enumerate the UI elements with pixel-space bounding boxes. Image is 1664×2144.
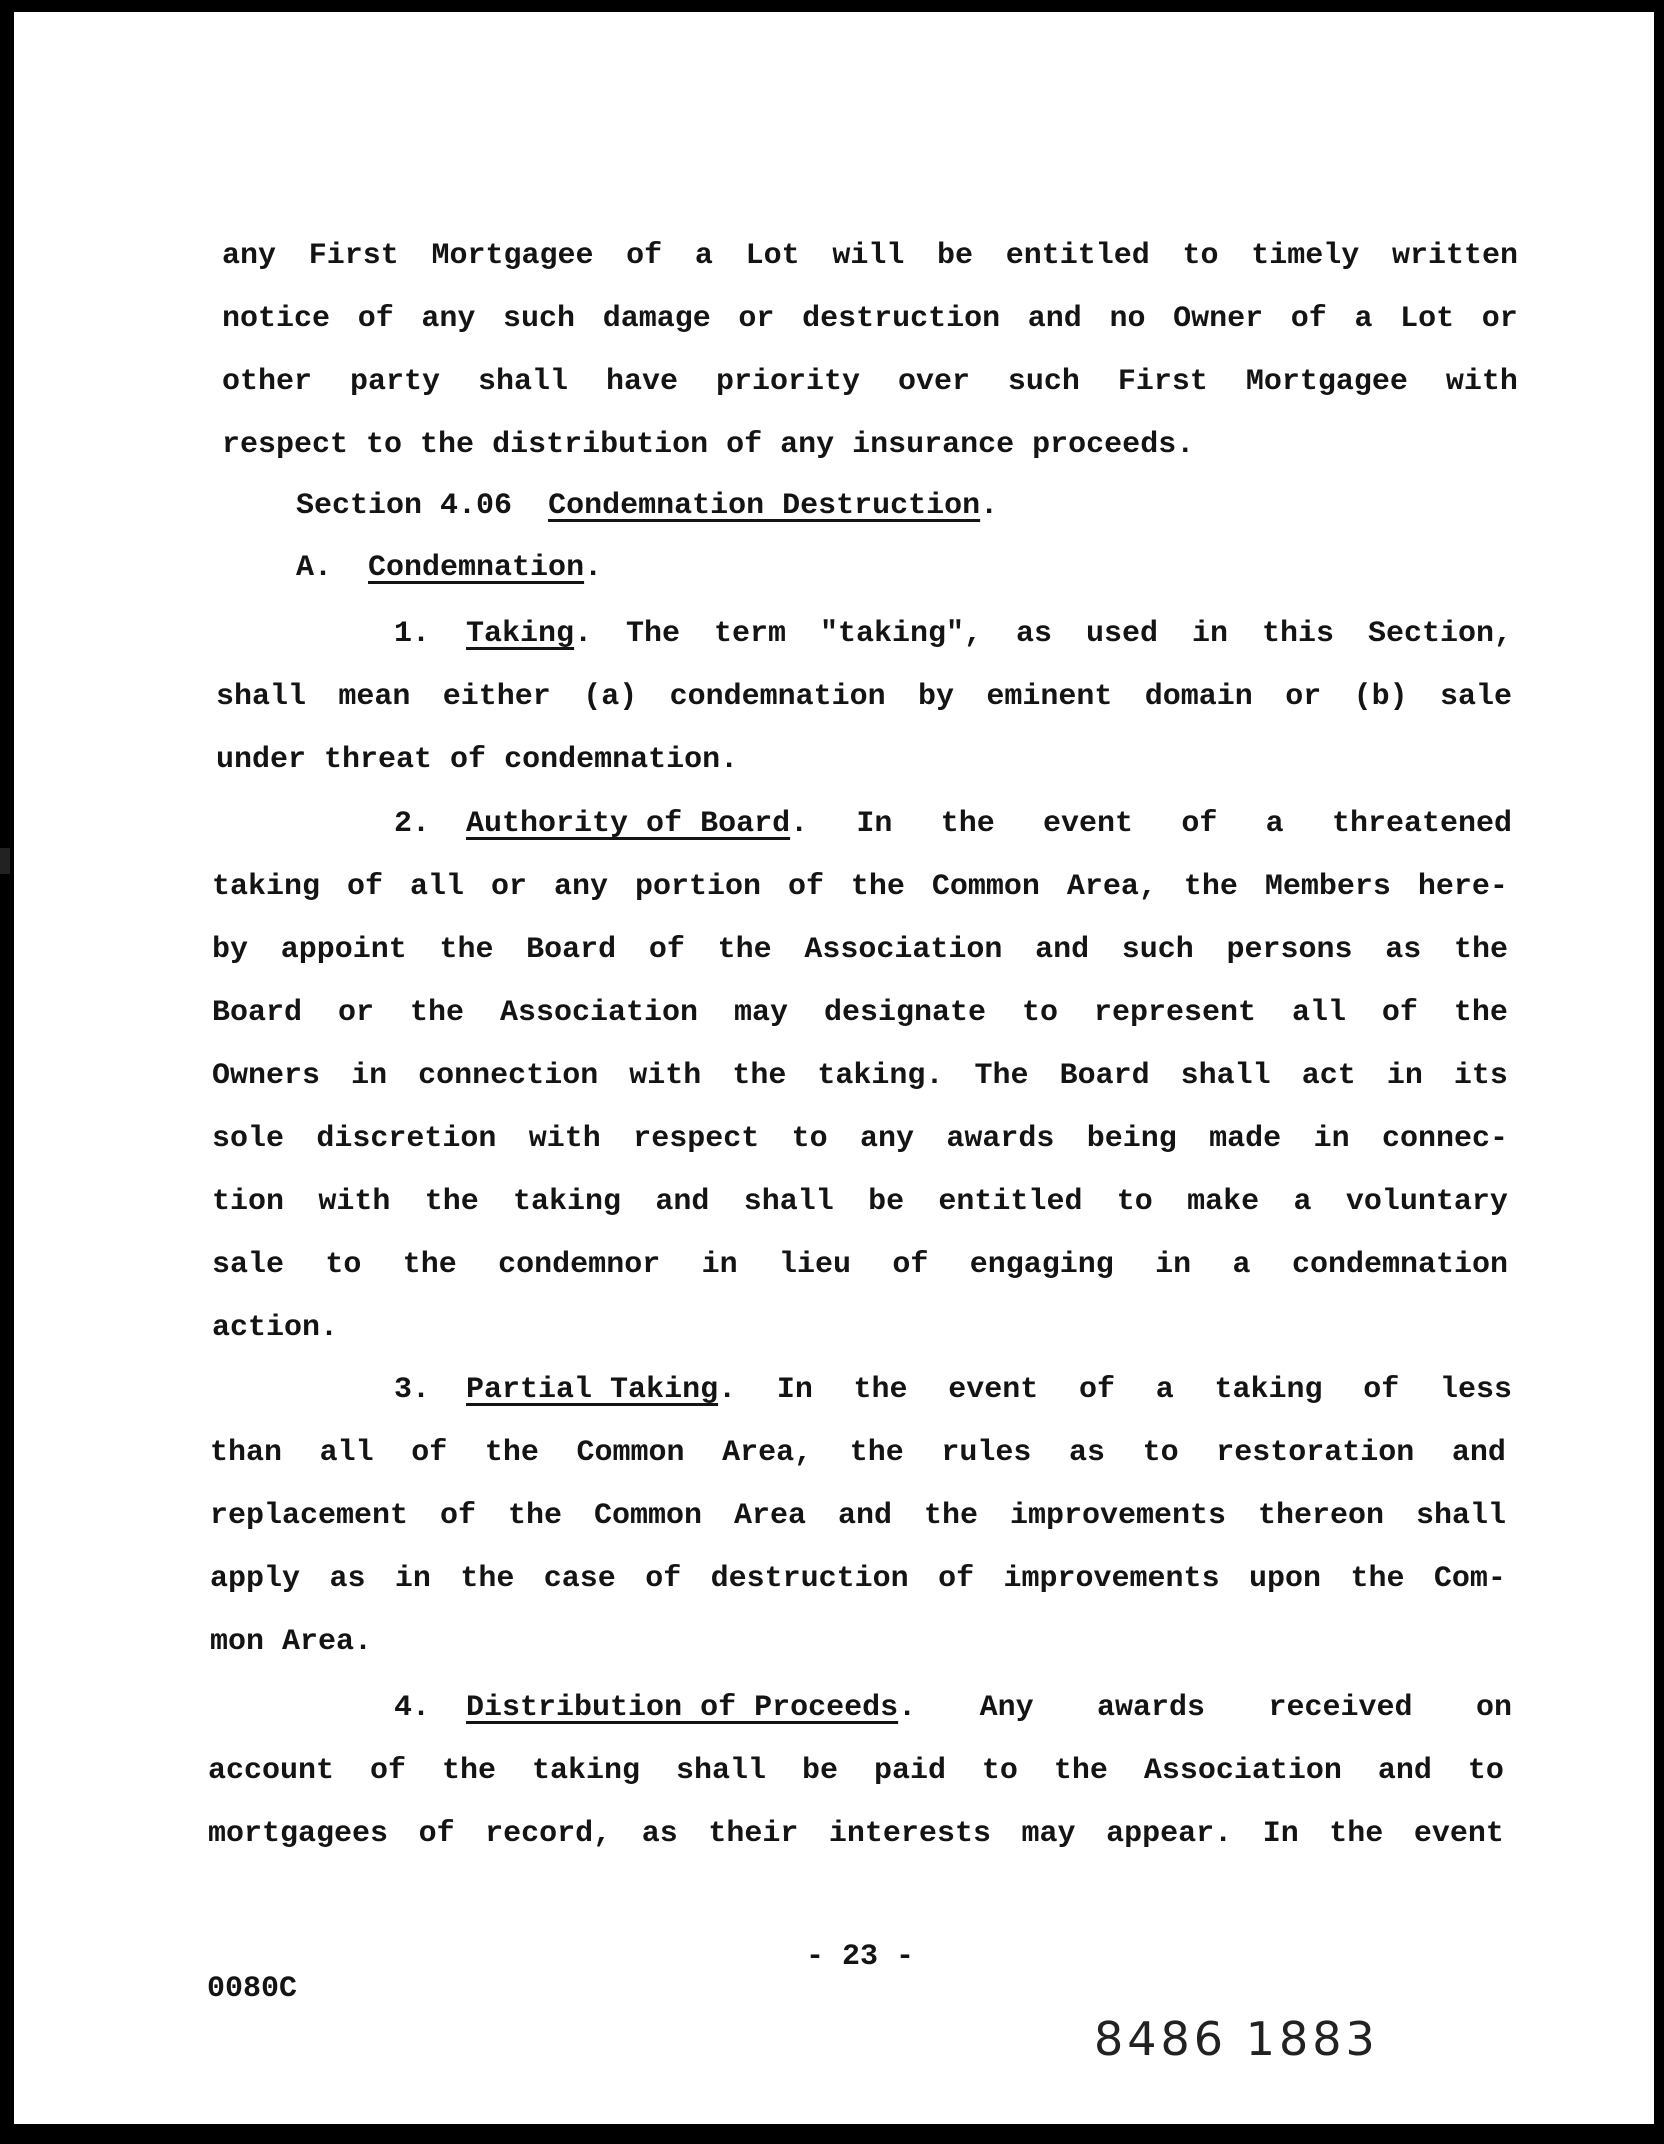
word: Area, (722, 1436, 813, 1470)
document-number: 8486 1883 (1094, 2012, 1379, 2066)
word: in (701, 1248, 738, 1282)
word: of (1363, 1373, 1400, 1407)
word: have (605, 365, 678, 399)
word: event (1043, 807, 1134, 841)
word: make (1187, 1185, 1260, 1219)
form-code: 0080C (207, 1972, 298, 2006)
text-line (222, 299, 1518, 339)
word: shall (743, 1185, 834, 1219)
word: event (1413, 1817, 1504, 1851)
word: a (1293, 1185, 1312, 1219)
item-number: 3. (394, 1373, 431, 1407)
word: as (641, 1817, 678, 1851)
text-line (210, 1433, 1506, 1473)
word: The (626, 617, 681, 651)
word: the (853, 1373, 908, 1407)
item-lead (394, 1688, 916, 1728)
word: taking. (817, 1059, 944, 1093)
word: as (329, 1562, 366, 1596)
item-lead (394, 614, 592, 654)
word: as (1016, 617, 1053, 651)
word: shall (1180, 1059, 1271, 1093)
word: connec- (1381, 1122, 1508, 1156)
word: the (1183, 870, 1238, 904)
word: of (440, 1499, 477, 1533)
word: (b) (1353, 680, 1408, 714)
word: the (850, 870, 905, 904)
word: such (503, 302, 576, 336)
text-line (212, 1308, 1508, 1348)
word: to (366, 428, 403, 462)
word: of (370, 1754, 407, 1788)
text-line (208, 1751, 1504, 1791)
word: of (450, 743, 487, 777)
item-title-period: . (898, 1691, 917, 1725)
word: apply (210, 1562, 301, 1596)
word: Mortgagee (431, 239, 594, 273)
word: a (1232, 1248, 1251, 1282)
word: restoration (1216, 1436, 1415, 1470)
word: of (1290, 302, 1327, 336)
word: improvements (1003, 1562, 1220, 1596)
word: act (1301, 1059, 1356, 1093)
word: the (732, 1059, 787, 1093)
word: a (1265, 807, 1284, 841)
word: persons (1226, 933, 1353, 967)
word: may (1021, 1817, 1076, 1851)
word: awards (1097, 1691, 1206, 1725)
word: eminent (986, 680, 1113, 714)
text-line (222, 236, 1518, 276)
page-number: - 23 - (806, 1940, 915, 1974)
word: condemnor (498, 1248, 661, 1282)
word: and (1035, 933, 1090, 967)
word: any (859, 1122, 914, 1156)
word: the (441, 1754, 496, 1788)
word: the (849, 1436, 904, 1470)
word: damage (602, 302, 711, 336)
word: as (1069, 1436, 1106, 1470)
word: distribution (492, 428, 709, 462)
word: taking (212, 870, 321, 904)
word: proceeds. (1032, 428, 1195, 462)
item-first-line (394, 804, 1512, 844)
word: in (1155, 1248, 1192, 1282)
word: entitled (938, 1185, 1083, 1219)
word: either (442, 680, 551, 714)
word: interests (828, 1817, 991, 1851)
text-line (216, 677, 1512, 717)
word: be (868, 1185, 905, 1219)
word: be (937, 239, 974, 273)
word: of (892, 1248, 929, 1282)
word: Area (733, 1499, 806, 1533)
word: Area, (1066, 870, 1157, 904)
text-line (212, 993, 1508, 1033)
word: to (1142, 1436, 1179, 1470)
text-line (212, 867, 1508, 907)
word: less (1439, 1373, 1512, 1407)
word: of (357, 302, 394, 336)
word: in (351, 1059, 388, 1093)
section-title: Condemnation Destruction (548, 489, 981, 523)
scan-speck (0, 848, 10, 874)
item-number: 4. (394, 1691, 431, 1725)
word: the (940, 807, 995, 841)
word: insurance (852, 428, 1015, 462)
text-line (222, 425, 1518, 465)
word: of (726, 428, 763, 462)
text-line (210, 1559, 1506, 1599)
word: threatened (1331, 807, 1512, 841)
word: sale (1439, 680, 1512, 714)
word: of (645, 1562, 682, 1596)
word: taking (513, 1185, 622, 1219)
word: (a) (583, 680, 638, 714)
word: to (791, 1122, 828, 1156)
word: made (1209, 1122, 1282, 1156)
word: shall (216, 680, 307, 714)
word: the (1329, 1817, 1384, 1851)
item-number: 2. (394, 807, 431, 841)
word: Board (526, 933, 617, 967)
word: respect (222, 428, 349, 462)
item-lead (394, 1370, 736, 1410)
word: Board (1059, 1059, 1150, 1093)
word: priority (715, 365, 860, 399)
word: with (1445, 365, 1518, 399)
word: with (528, 1122, 601, 1156)
word: party (349, 365, 440, 399)
word: case (543, 1562, 616, 1596)
word: with (629, 1059, 702, 1093)
word: of (1381, 996, 1418, 1030)
word: the (424, 1185, 479, 1219)
item-number: 1. (394, 617, 431, 651)
word: Owners (212, 1059, 321, 1093)
word: Mortgagee (1245, 365, 1408, 399)
item-title-period: . (574, 617, 593, 651)
word: of (418, 1817, 455, 1851)
word: in (394, 1562, 431, 1596)
word: condemnation (1291, 1248, 1508, 1282)
word: Common (576, 1436, 685, 1470)
word: no (1109, 302, 1146, 336)
word: or (337, 996, 374, 1030)
word: of (1181, 807, 1218, 841)
item-title: Partial Taking (466, 1373, 719, 1407)
word: mortgagees (208, 1817, 389, 1851)
word: appear. (1106, 1817, 1233, 1851)
word: will (832, 239, 905, 273)
word: Common (593, 1499, 703, 1533)
word: paid (873, 1754, 946, 1788)
word: of (787, 870, 824, 904)
word: the (460, 1562, 515, 1596)
word: action. (212, 1311, 339, 1345)
word: sole (212, 1122, 285, 1156)
word: of (626, 239, 663, 273)
word: the (1350, 1562, 1405, 1596)
text-line (212, 1056, 1508, 1096)
word: the (1053, 1754, 1108, 1788)
word: all (1291, 996, 1346, 1030)
word: rules (941, 1436, 1032, 1470)
word: Association (1143, 1754, 1342, 1788)
word: First (308, 239, 399, 273)
word: to (325, 1248, 362, 1282)
word: shall (675, 1754, 766, 1788)
word: over (897, 365, 970, 399)
word: to (981, 1754, 1018, 1788)
word: here- (1417, 870, 1508, 904)
word: and (1027, 302, 1082, 336)
word: thereon (1257, 1499, 1384, 1533)
text-line (212, 930, 1508, 970)
word: mon (210, 1625, 265, 1659)
item-title-period: . (790, 807, 809, 841)
word: record, (485, 1817, 612, 1851)
word: designate (823, 996, 986, 1030)
item-first-line (394, 1688, 1512, 1728)
word: of (648, 933, 685, 967)
text-line (210, 1496, 1506, 1536)
word: destruction (710, 1562, 909, 1596)
word: represent (1093, 996, 1256, 1030)
word: notice (222, 302, 331, 336)
item-title-period: . (718, 1373, 737, 1407)
section-number: Section 4.06 (296, 489, 513, 523)
text-line (222, 362, 1518, 402)
word: to (1467, 1754, 1504, 1788)
word: condemnation. (504, 743, 739, 777)
word: all (409, 870, 464, 904)
word: to (1116, 1185, 1153, 1219)
word: the (508, 1499, 563, 1533)
word: the (402, 1248, 457, 1282)
word: or (1285, 680, 1322, 714)
word: shall (1415, 1499, 1506, 1533)
word: Lot (1400, 302, 1455, 336)
word: of (1079, 1373, 1116, 1407)
word: event (948, 1373, 1039, 1407)
section-heading-period: . (980, 489, 999, 523)
word: entitled (1005, 239, 1150, 273)
word: of (347, 870, 384, 904)
word: Association (499, 996, 698, 1030)
word: to (1182, 239, 1219, 273)
word: any (553, 870, 608, 904)
word: "taking", (820, 617, 983, 651)
word: its (1453, 1059, 1508, 1093)
word: the (439, 933, 494, 967)
word: the (484, 1436, 539, 1470)
word: appoint (280, 933, 407, 967)
word: First (1117, 365, 1208, 399)
word: threat (324, 743, 433, 777)
word: their (708, 1817, 799, 1851)
word: and (1451, 1436, 1506, 1470)
word: such (1121, 933, 1194, 967)
word: portion (634, 870, 761, 904)
word: be (801, 1754, 838, 1788)
word: the (420, 428, 475, 462)
word: destruction (802, 302, 1001, 336)
word: account (208, 1754, 335, 1788)
word: Any (979, 1691, 1034, 1725)
item-title: Authority of Board (466, 807, 791, 841)
word: improvements (1009, 1499, 1226, 1533)
word: as (1385, 933, 1422, 967)
word: other (222, 365, 313, 399)
item-lead (394, 804, 808, 844)
word: in (1191, 617, 1228, 651)
word: Owner (1173, 302, 1264, 336)
word: on (1475, 1691, 1512, 1725)
word: shall (477, 365, 568, 399)
word: In (1262, 1817, 1299, 1851)
word: the (1453, 996, 1508, 1030)
word: may (733, 996, 788, 1030)
word: all (319, 1436, 374, 1470)
word: the (923, 1499, 978, 1533)
word: a (1354, 302, 1373, 336)
word: with (318, 1185, 391, 1219)
word: Section, (1367, 617, 1512, 651)
word: and (1377, 1754, 1432, 1788)
text-line (212, 1182, 1508, 1222)
word: in (1386, 1059, 1423, 1093)
word: the (409, 996, 464, 1030)
item-first-line (394, 614, 1512, 654)
word: discretion (316, 1122, 497, 1156)
word: condemnation (669, 680, 886, 714)
word: than (210, 1436, 283, 1470)
word: this (1261, 617, 1334, 651)
word: under (216, 743, 307, 777)
word: the (1453, 933, 1508, 967)
word: in (1313, 1122, 1350, 1156)
word: any (222, 239, 277, 273)
word: In (856, 807, 893, 841)
word: voluntary (1345, 1185, 1508, 1219)
subsection-title: Condemnation (368, 551, 585, 585)
word: used (1086, 617, 1159, 651)
word: respect (633, 1122, 760, 1156)
word: Area. (282, 1625, 373, 1659)
word: Association (804, 933, 1003, 967)
word: upon (1249, 1562, 1322, 1596)
word: any (780, 428, 835, 462)
word: to (1021, 996, 1058, 1030)
word: engaging (969, 1248, 1114, 1282)
word: or (490, 870, 527, 904)
word: taking (531, 1754, 640, 1788)
word: connection (418, 1059, 599, 1093)
subsection-heading (296, 548, 602, 588)
word: domain (1144, 680, 1253, 714)
word: taking (1214, 1373, 1323, 1407)
word: Common (931, 870, 1040, 904)
word: lieu (778, 1248, 851, 1282)
word: Members (1264, 870, 1391, 904)
word: Lot (745, 239, 800, 273)
word: the (717, 933, 772, 967)
subsection-heading-period: . (584, 551, 603, 585)
word: replacement (210, 1499, 409, 1533)
word: Board (212, 996, 303, 1030)
word: of (938, 1562, 975, 1596)
word: received (1268, 1691, 1413, 1725)
word: written (1391, 239, 1518, 273)
word: any (421, 302, 476, 336)
word: by (918, 680, 955, 714)
text-line (212, 1245, 1508, 1285)
word: Com- (1433, 1562, 1506, 1596)
word: by (212, 933, 249, 967)
text-line (208, 1814, 1504, 1854)
word: awards (946, 1122, 1055, 1156)
word: or (738, 302, 775, 336)
subsection-label: A. (296, 551, 333, 585)
section-heading (296, 486, 998, 526)
word: such (1007, 365, 1080, 399)
item-title: Taking (466, 617, 575, 651)
word: timely (1251, 239, 1360, 273)
word: tion (212, 1185, 285, 1219)
word: term (714, 617, 787, 651)
item-first-line (394, 1370, 1512, 1410)
word: and (837, 1499, 892, 1533)
word: a (694, 239, 713, 273)
item-title: Distribution of Proceeds (466, 1691, 899, 1725)
word: In (776, 1373, 813, 1407)
word: or (1481, 302, 1518, 336)
word: sale (212, 1248, 285, 1282)
word: The (974, 1059, 1029, 1093)
word: being (1086, 1122, 1177, 1156)
text-line (212, 1119, 1508, 1159)
text-line (216, 740, 1512, 780)
word: mean (338, 680, 411, 714)
text-line (210, 1622, 1506, 1662)
word: of (411, 1436, 448, 1470)
word: a (1155, 1373, 1174, 1407)
word: and (655, 1185, 710, 1219)
